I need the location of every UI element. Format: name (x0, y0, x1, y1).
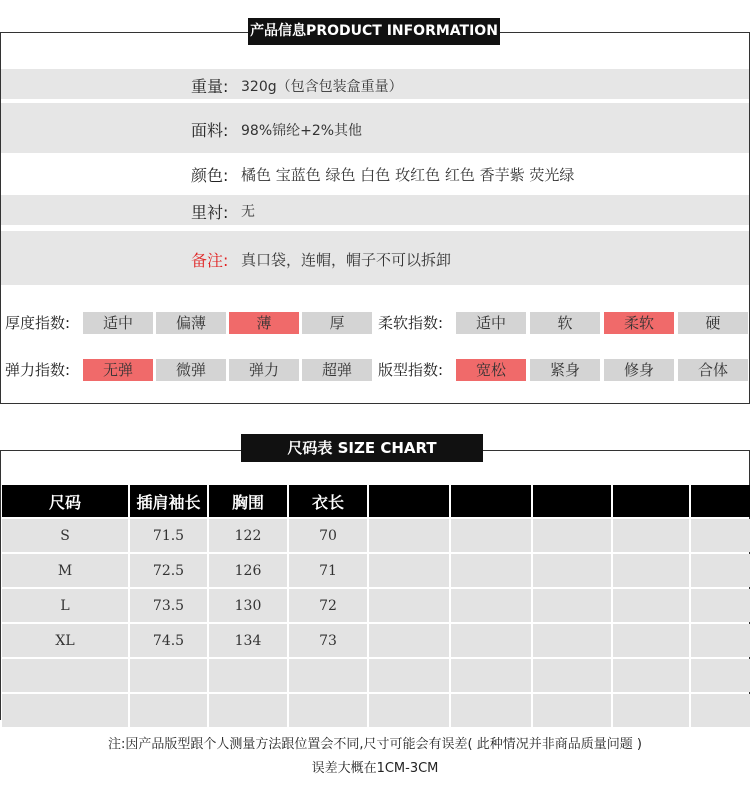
table-cell (613, 694, 689, 727)
table-row (2, 624, 750, 657)
table-cell (451, 554, 531, 587)
table-cell: 130 (209, 589, 287, 622)
product-info-panel (0, 32, 750, 404)
thickness-label: 厚度指数: (5, 314, 71, 332)
index-row-elasticity-fit (1, 358, 750, 382)
table-cell (533, 519, 611, 552)
header-size: 尺码 (2, 485, 128, 517)
elasticity-option: 弹力 (229, 359, 299, 381)
size-table (0, 483, 750, 729)
table-cell: 71 (289, 554, 367, 587)
table-cell: 73.5 (130, 589, 207, 622)
thickness-option: 适中 (83, 312, 153, 334)
softness-option: 硬 (678, 312, 748, 334)
table-cell (691, 519, 750, 552)
table-cell (369, 589, 449, 622)
lining-value: 无 (241, 204, 255, 220)
table-cell (691, 589, 750, 622)
softness-label: 柔软指数: (378, 314, 444, 332)
table-cell: 72 (289, 589, 367, 622)
header-empty (451, 485, 531, 517)
table-cell (369, 624, 449, 657)
header-empty (613, 485, 689, 517)
table-cell (451, 519, 531, 552)
fit-option: 合体 (678, 359, 748, 381)
table-cell (691, 659, 750, 692)
table-cell (2, 694, 128, 727)
remark-label: 备注: (191, 251, 229, 270)
table-cell: 71.5 (130, 519, 207, 552)
elasticity-option: 超弹 (302, 359, 372, 381)
table-cell (130, 659, 207, 692)
table-cell: L (2, 589, 128, 622)
elasticity-option-selected: 无弹 (83, 359, 153, 381)
table-cell (451, 659, 531, 692)
table-row (2, 659, 750, 692)
table-cell: 72.5 (130, 554, 207, 587)
fit-option: 紧身 (530, 359, 600, 381)
elasticity-label: 弹力指数: (5, 361, 71, 379)
info-row-fabric (1, 103, 749, 153)
size-table-header (2, 485, 750, 517)
table-cell (209, 694, 287, 727)
info-row-lining (1, 195, 749, 225)
fit-option: 修身 (604, 359, 674, 381)
softness-option-selected: 柔软 (604, 312, 674, 334)
table-cell (533, 624, 611, 657)
fabric-value: 98%锦纶+2%其他 (241, 123, 363, 139)
table-cell (533, 659, 611, 692)
header-empty (691, 485, 750, 517)
color-value: 橘色 宝蓝色 绿色 白色 玫红色 红色 香芋紫 荧光绿 (241, 166, 575, 184)
thickness-option-selected: 薄 (229, 312, 299, 334)
table-cell: M (2, 554, 128, 587)
header-chest: 胸围 (209, 485, 287, 517)
fit-option-selected: 宽松 (456, 359, 526, 381)
table-cell (691, 554, 750, 587)
table-cell (289, 694, 367, 727)
color-label: 颜色: (191, 166, 229, 185)
lining-label: 里衬: (191, 203, 229, 222)
table-cell: 70 (289, 519, 367, 552)
softness-option: 软 (530, 312, 600, 334)
table-cell (289, 659, 367, 692)
size-chart-title: 尺码表 SIZE CHART (241, 434, 483, 462)
error-range-note: 误差大概在1CM-3CM (311, 761, 439, 776)
table-cell: XL (2, 624, 128, 657)
table-cell: 126 (209, 554, 287, 587)
header-empty (533, 485, 611, 517)
info-row-color (1, 157, 749, 191)
thickness-option: 偏薄 (156, 312, 226, 334)
table-cell (613, 554, 689, 587)
table-cell (451, 589, 531, 622)
table-row (2, 519, 750, 552)
table-cell: 122 (209, 519, 287, 552)
thickness-option: 厚 (302, 312, 372, 334)
table-cell (130, 694, 207, 727)
table-cell (369, 519, 449, 552)
table-cell (691, 624, 750, 657)
table-cell (369, 659, 449, 692)
info-row-remark (1, 231, 749, 285)
table-cell (613, 589, 689, 622)
table-cell (533, 694, 611, 727)
info-row-weight (1, 69, 749, 99)
table-cell (451, 624, 531, 657)
table-cell (533, 554, 611, 587)
table-cell (613, 659, 689, 692)
size-note: 注:因产品版型跟个人测量方法跟位置会不同,尺寸可能会有误差( 此种情况并非商品质量问题 ) (108, 737, 642, 752)
index-row-thickness-softness (1, 311, 750, 335)
fabric-label: 面料: (191, 121, 229, 140)
table-row (2, 589, 750, 622)
table-row (2, 554, 750, 587)
weight-value: 320g（包含包装盒重量） (241, 79, 403, 95)
table-cell (369, 694, 449, 727)
remark-value: 真口袋，连帽，帽子不可以拆卸 (241, 251, 452, 269)
fit-label: 版型指数: (378, 361, 444, 379)
header-empty (369, 485, 449, 517)
table-cell: S (2, 519, 128, 552)
table-cell (451, 694, 531, 727)
elasticity-option: 微弹 (156, 359, 226, 381)
table-cell (209, 659, 287, 692)
table-cell: 134 (209, 624, 287, 657)
table-cell (369, 554, 449, 587)
table-cell (691, 694, 750, 727)
table-row (2, 694, 750, 727)
table-cell (613, 519, 689, 552)
table-cell (533, 589, 611, 622)
header-length: 衣长 (289, 485, 367, 517)
table-cell: 74.5 (130, 624, 207, 657)
product-info-title: 产品信息PRODUCT INFORMATION (248, 18, 500, 45)
header-sleeve-length: 插肩袖长 (130, 485, 207, 517)
weight-label: 重量: (191, 77, 229, 96)
softness-option: 适中 (456, 312, 526, 334)
table-cell (2, 659, 128, 692)
table-cell (613, 624, 689, 657)
table-cell: 73 (289, 624, 367, 657)
